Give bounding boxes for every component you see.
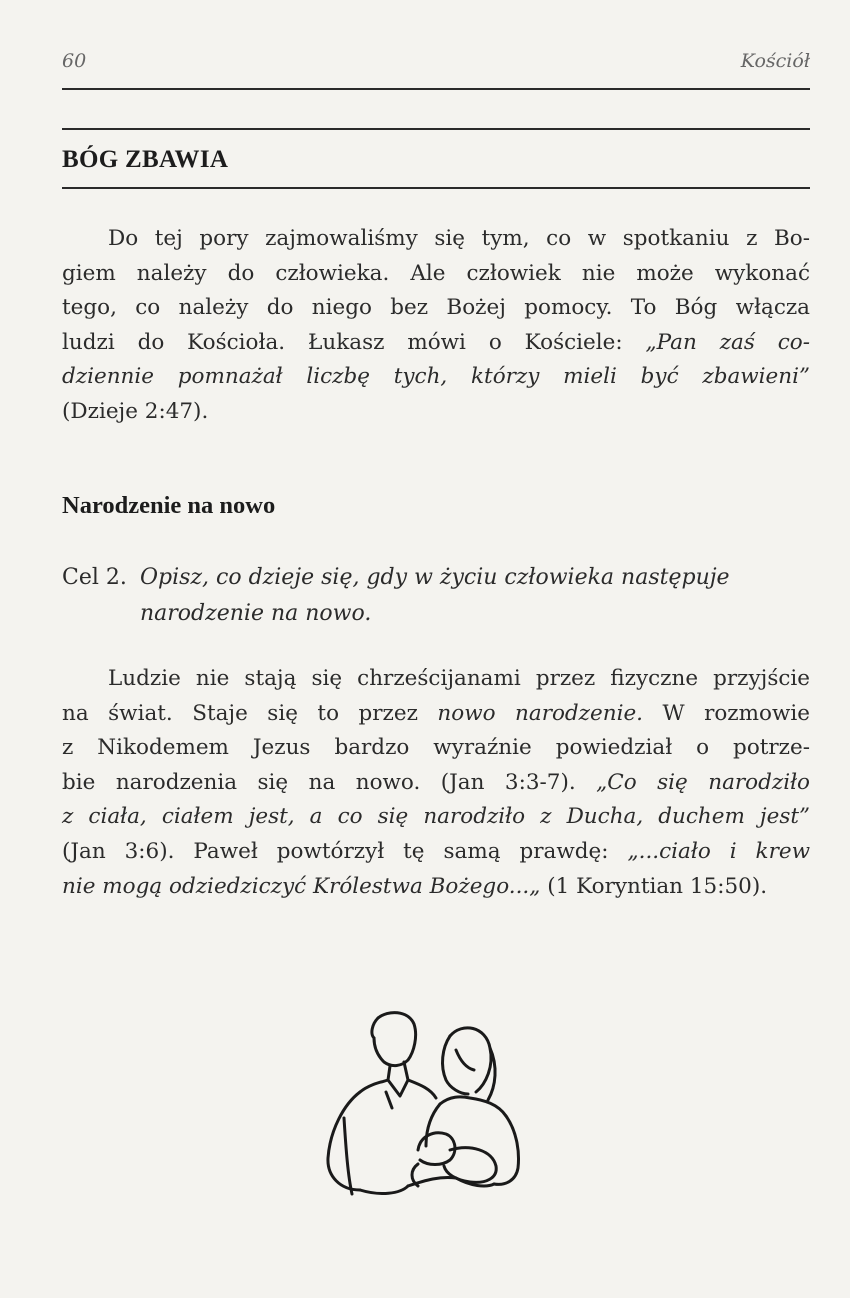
- intro-line: tego, co należy do niego bez Bożej pomocy. To Bóg włącza: [62, 295, 810, 321]
- body-line: [62, 800, 810, 835]
- body-quote: z ciała, ciałem jest, a co się narodziło z Ducha, duchem jest”: [62, 804, 810, 830]
- body-text: (1 Koryntian 15:50).: [540, 873, 768, 899]
- body-quote: „...ciało i krew: [627, 838, 810, 864]
- intro-line: giem należy do człowieka. Ale człowiek nie może wykonać: [62, 260, 810, 286]
- body-line: [62, 697, 810, 732]
- goal-text-continued: narodzenie na nowo.: [140, 601, 372, 626]
- intro-line: [62, 326, 810, 361]
- intro-text: ludzi do Kościoła. Łukasz mówi o Kościele:: [62, 329, 646, 355]
- family-with-baby-icon: [300, 1000, 550, 1210]
- body-paragraph: [62, 662, 810, 904]
- body-line: z Nikodemem Jezus bardzo wyraźnie powiedział o potrze-: [62, 735, 810, 761]
- page-header: [62, 44, 810, 74]
- body-text: W rozmowie: [643, 700, 810, 726]
- goal-text: Opisz, co dzieje się, gdy w życiu człowieka następuje: [140, 565, 730, 590]
- body-line: Ludzie nie stają się chrześcijanami przez fizyczne przyjście: [108, 666, 810, 691]
- intro-line: (Dzieje 2:47).: [62, 398, 209, 424]
- intro-paragraph: [62, 222, 810, 430]
- header-rule: [62, 88, 810, 90]
- body-text: (Jan 3:6). Paweł powtórzył tę samą prawdę:: [62, 838, 628, 864]
- body-emphasis: nowo narodzenie.: [437, 700, 644, 726]
- intro-line: [62, 360, 810, 395]
- body-line: [62, 766, 810, 801]
- section-rule-bottom: [62, 187, 810, 189]
- body-line: [62, 870, 810, 905]
- body-text: na świat. Staje się to przez: [62, 700, 438, 726]
- subheading: Narodzenie na nowo: [62, 492, 276, 519]
- body-text: bie narodzenia się na nowo. (Jan 3:3-7).: [62, 769, 597, 795]
- learning-goal: [62, 560, 810, 632]
- body-line: [62, 835, 810, 870]
- page-number: 60: [62, 50, 87, 72]
- intro-line: Do tej pory zajmowaliśmy się tym, co w spotkaniu z Bo-: [108, 226, 810, 251]
- body-quote: nie mogą odziedziczyć Królestwa Bożego...„: [62, 873, 541, 899]
- intro-quote: dziennie pomnażał liczbę tych, którzy mieli być zbawieni”: [62, 364, 810, 390]
- section-rule-top: [62, 128, 810, 130]
- running-title: Kościół: [740, 50, 810, 72]
- body-quote: „Co się narodziło: [596, 769, 810, 795]
- goal-label: Cel 2.: [62, 565, 127, 590]
- intro-quote: „Pan zaś co-: [645, 329, 811, 355]
- section-title: BÓG ZBAWIA: [62, 146, 229, 173]
